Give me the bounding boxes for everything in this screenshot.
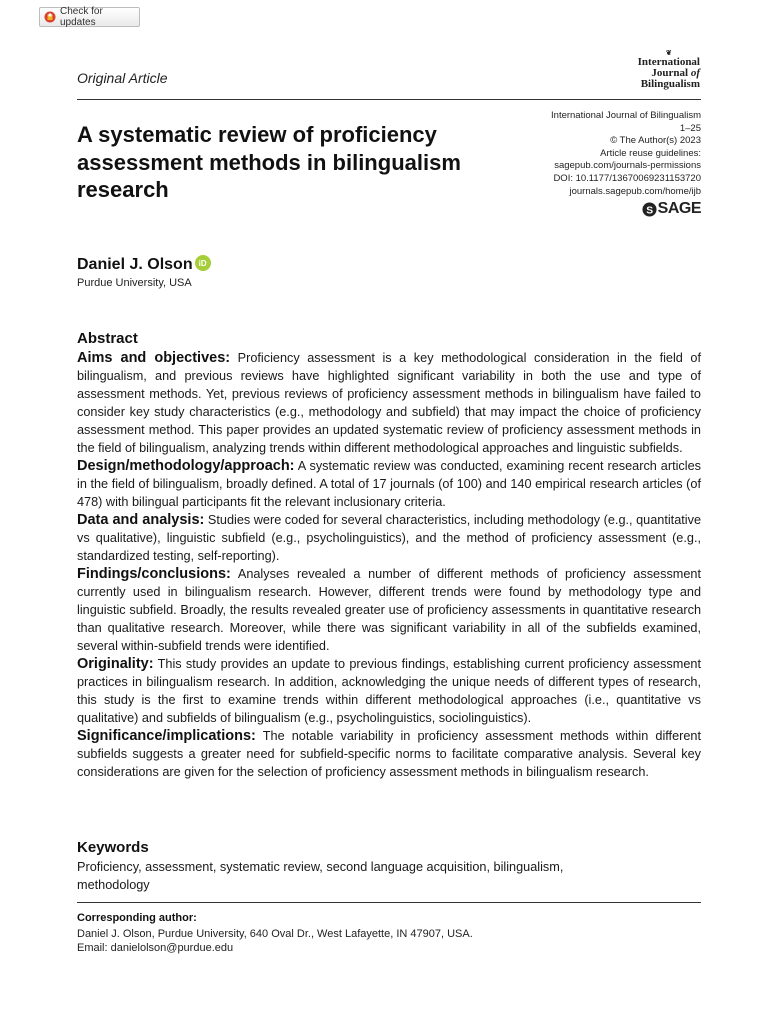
abstract-section [77,511,701,565]
orcid-icon[interactable]: iD [195,255,211,271]
corresponding-author-email[interactable]: Email: danielolson@purdue.edu [77,942,234,954]
meta-journal-link[interactable]: journals.sagepub.com/home/ijb [569,185,701,197]
meta-journal: International Journal of Bilingualism [551,110,701,121]
abstract-section-text: Analyses revealed a number of different methods of proficiency assessment currently used in bilingualism research. However, different trends were found by methodology type and linguistic subfield. Broadly, the results revealed greater use of proficiency assessments in quantitative research than qualitative research. Moreover, while there was significant variability in all of the subfields examined, several within-subfield trends were identified. [77,567,701,653]
abstract-section-text: A systematic review was conducted, examining recent research articles in the field of bilingualism, broadly defined. A total of 17 journals (of 100) and 140 empirical research articles (of 478) with bilingual participants fit the relevant inclusionary criteria. [77,459,701,509]
journal-logo-of: of [690,67,700,79]
abstract-section [77,655,701,727]
abstract-section-text: This study provides an update to previous findings, establishing current proficiency assessment practices in bilingualism research. In addition, acknowledging the unique needs of different types of research, this study is the first to examine trends within different methodological approaches (i.e., quantitative vs qualitative) and subfields of bilingualism (e.g., psycholinguistics, sociolinguistics). [77,657,701,725]
abstract-section [77,727,701,781]
abstract-section [77,565,701,655]
author-name: Daniel J. Olson [77,256,193,273]
abstract-section-label: Findings/conclusions: [77,566,231,582]
meta-doi-link[interactable]: DOI: 10.1177/13670069231153720 [553,172,701,184]
bottom-divider [77,902,701,903]
abstract-section-label: Originality: [77,656,154,672]
abstract-section [77,457,701,511]
article-title: A systematic review of proficiency assessment methods in bilingualism research [77,122,461,202]
abstract-section-label: Significance/implications: [77,728,256,744]
meta-reuse: Article reuse guidelines: [600,147,701,159]
journal-logo-line3: Bilingualism [640,78,700,90]
meta-pages: 1–25 [679,122,701,134]
abstract-section-label: Aims and objectives: [77,350,231,366]
journal-logo-line2-prefix: Journal [651,67,691,79]
publisher-name: SAGE [657,200,701,217]
meta-copyright: © The Author(s) 2023 [610,135,701,147]
corresponding-author-heading: Corresponding author: [77,912,197,924]
journal-logo [638,50,700,90]
abstract-heading: Abstract [77,330,138,347]
keywords-list: Proficiency, assessment, systematic review, second language acquisition, bilingualism, methodology [77,860,564,892]
abstract-section-label: Design/methodology/approach: [77,458,295,474]
sage-s-icon [642,202,657,217]
journal-logo-line1: International [637,56,700,68]
check-for-updates-label: Check for updates [60,6,103,28]
top-divider [77,99,701,100]
abstract-section-text: The notable variability in proficiency assessment methods within different subfields suggests a greater need for subfield-specific norms to facilitate comparative analysis. Several key considerations are given for the selection of proficiency assessment methods in bilingualism research. [77,729,701,779]
svg-text:S: S [645,204,653,216]
abstract-section-label: Data and analysis: [77,512,205,528]
author-affiliation: Purdue University, USA [77,277,192,289]
check-for-updates-button[interactable] [39,7,140,27]
author-line [77,256,211,274]
publisher-logo [642,200,701,218]
keywords-heading: Keywords [77,839,149,856]
abstract-body [77,349,701,781]
article-meta [551,110,701,198]
abstract-section [77,349,701,457]
article-type: Original Article [77,70,168,86]
abstract-section-text: Studies were coded for several characteristics, including methodology (e.g., quantitative vs qualitative), linguistic subfield (e.g., psycholinguistics), and the method of proficiency assessment (e.g., standardized testing, self-reporting). [77,513,701,563]
meta-permissions-link[interactable]: sagepub.com/journals-permissions [554,160,701,172]
abstract-section-text: Proficiency assessment is a key methodological consideration in the field of bilingualism, and previous reviews have highlighted significant variability in both the use and type of assessment methods. Yet, previous reviews of proficiency assessment methods in bilingualism have failed to consider key study characteristics (e.g., methodology and subfield) that may impact the choice of proficiency assessment method. This paper provides an updated systematic review of proficiency assessment methods in the field of bilingualism, analyzing trends within different methodological approaches and linguistic subfields. [77,351,701,455]
crossmark-icon [44,11,56,23]
corresponding-author-address: Daniel J. Olson, Purdue University, 640 Oval Dr., West Lafayette, IN 47907, USA. [77,928,473,940]
journal-emblem-icon: ❦ [665,49,672,57]
